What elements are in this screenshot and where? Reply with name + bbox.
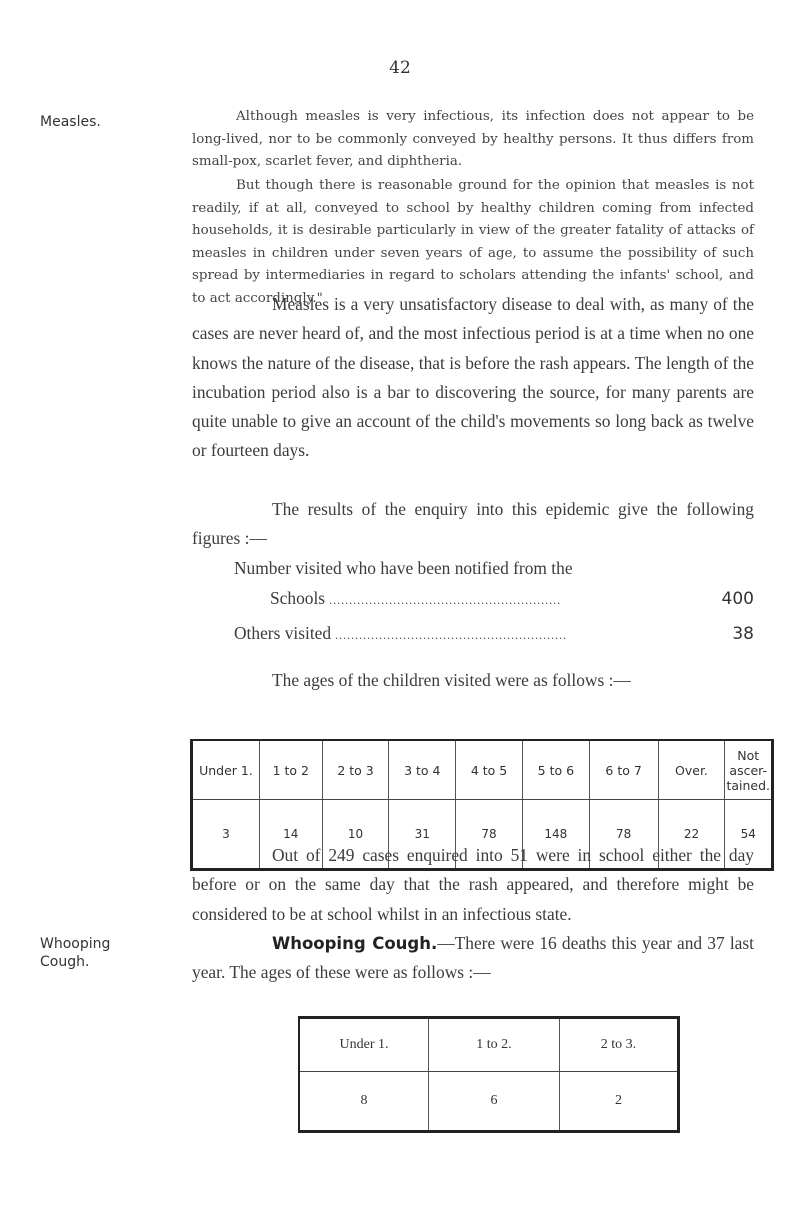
table-cell: 6 xyxy=(429,1072,560,1132)
figure-row-1-label-a: Number visited who have been notified from the xyxy=(234,558,573,578)
figure-row-1-value: 400 xyxy=(721,589,754,609)
header-cell: 1 to 2. xyxy=(429,1018,560,1072)
page-number: 42 xyxy=(389,58,411,78)
margin-note-measles: Measles. xyxy=(40,114,101,130)
table-cell: 54 xyxy=(725,800,773,870)
table-cell: 78 xyxy=(456,800,523,870)
paragraph-results: The results of the enquiry into this epidemic give the following figures :— xyxy=(192,499,754,549)
header-cell: 6 to 7 xyxy=(589,740,658,800)
figure-row-2-value: 38 xyxy=(732,624,754,644)
quote-paragraph-2: But though there is reasonable ground for the opinion that measles is not readily, if at all, conveyed to school by healthy children coming from infected households, it is desirable particularly in view of the greater fatality of attacks of measles in children under seven years of age, to assume the possibility of such spread by intermediaries in regard to scholars attending the infants' school, and to act accordingly." xyxy=(192,178,754,306)
leader-dots: .......................................................... xyxy=(329,593,562,607)
margin-note-line: Cough. xyxy=(40,954,90,970)
quote-paragraph-1: Although measles is very infectious, its infection does not appear to be long-lived, nor to be commonly conveyed by healthy persons. It thus differs from small-pox, scarlet fever, and diphtheria. xyxy=(192,109,754,169)
table-row xyxy=(299,1072,679,1132)
header-cell: 2 to 3. xyxy=(560,1018,679,1072)
figure-row-2-label: Others visited xyxy=(234,623,332,643)
table-cell: 78 xyxy=(589,800,658,870)
header-cell-not-ascertained xyxy=(725,740,773,800)
paragraph-ages: The ages of the children visited were as follows :— xyxy=(272,670,631,690)
header-line: Not xyxy=(737,747,760,763)
header-cell: 5 to 6 xyxy=(522,740,589,800)
header-cell: 1 to 2 xyxy=(259,740,322,800)
margin-note-whooping xyxy=(40,935,110,971)
figure-row-1-label-b: Schools xyxy=(270,588,326,608)
header-cell: 2 to 3 xyxy=(322,740,389,800)
paragraph-whooping-cough xyxy=(192,929,754,988)
table-header-row xyxy=(192,740,773,800)
table-cell: 10 xyxy=(322,800,389,870)
header-line: tained. xyxy=(726,777,770,793)
table-cell: 14 xyxy=(259,800,322,870)
table-cell: 8 xyxy=(360,1093,368,1108)
whooping-cough-ages-table xyxy=(298,1016,680,1133)
section-heading-whooping-cough: Whooping Cough. xyxy=(272,934,438,953)
table-cell: 31 xyxy=(389,800,456,870)
figure-row-2 xyxy=(234,623,754,644)
header-cell: Under 1. xyxy=(192,740,260,800)
whooping-cough-text: —There were 16 deaths this year and 37 last year. The ages of these were as follows :— xyxy=(192,933,754,983)
table-cell: 2 xyxy=(560,1072,679,1132)
header-cell: Under 1. xyxy=(299,1018,429,1072)
table-cell: 22 xyxy=(658,800,725,870)
header-cell: 3 to 4 xyxy=(389,740,456,800)
figure-row-1 xyxy=(270,588,754,609)
margin-note-line: Whooping xyxy=(40,936,111,952)
table-header-row xyxy=(299,1018,679,1072)
paragraph-measles-unsatisfactory: Measles is a very unsatisfactory disease to deal with, as many of the cases are never heard of, and the most infectious period is at a time when no one knows the nature of the disease, that is before the rash appears. The length of the incubation period also is a bar to discovering the source, for many parents are quite unable to give an account of the child's movements so long back as twelve or fourteen days. xyxy=(192,294,754,461)
header-cell: 4 to 5 xyxy=(456,740,523,800)
header-line: ascer- xyxy=(729,762,768,778)
table-cell: 3 xyxy=(222,827,230,841)
paragraph-in-school: Out of 249 cases enquired into 51 were in school either the day before or on the same day that the rash appeared, and therefore might be considered to be at school whilst in an infectious state. xyxy=(192,845,754,924)
leader-dots: .......................................................... xyxy=(335,628,568,642)
header-cell: Over. xyxy=(658,740,725,800)
table-cell: 148 xyxy=(522,800,589,870)
